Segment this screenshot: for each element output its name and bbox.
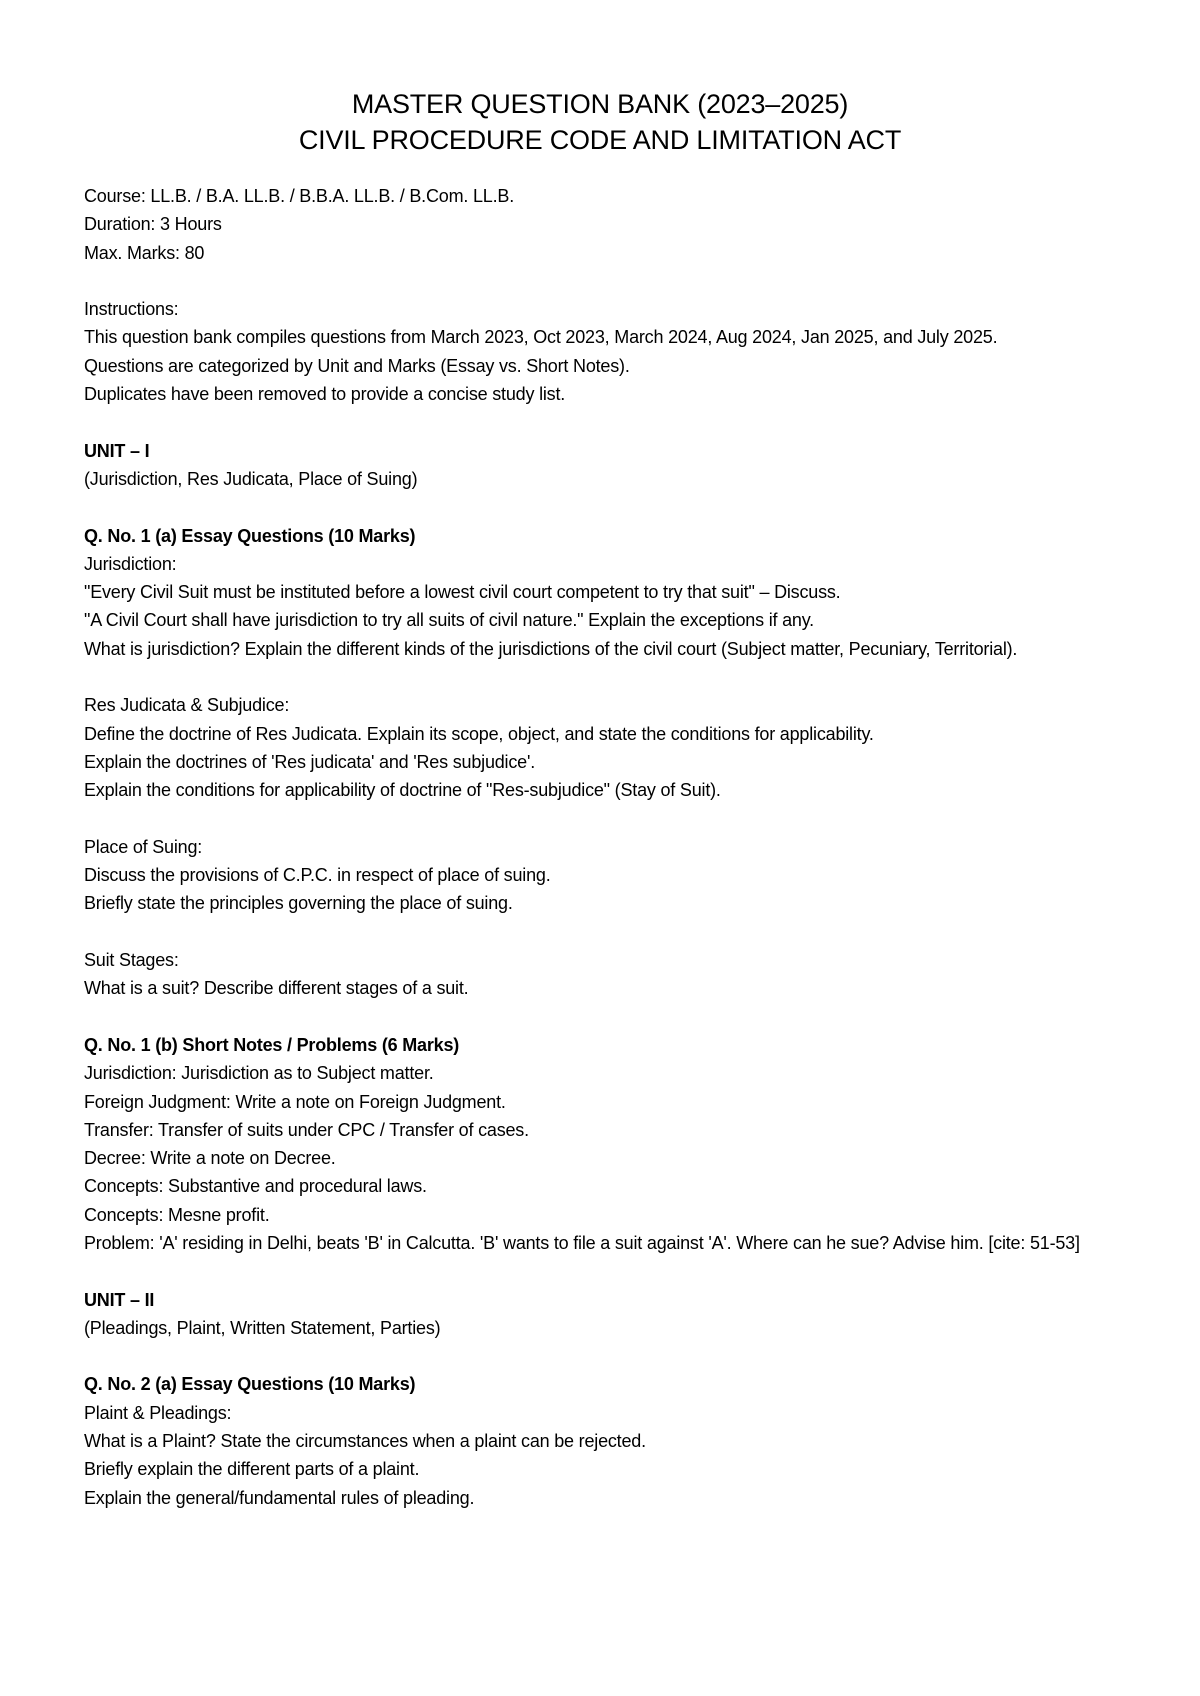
short-note-item: Concepts: Substantive and procedural laws. — [84, 1176, 427, 1197]
max-marks-line: Max. Marks: 80 — [84, 242, 205, 263]
question-item: Explain the general/fundamental rules of pleading. — [84, 1487, 475, 1508]
instruction-line: Duplicates have been removed to provide a concise study list. — [84, 384, 566, 405]
topic-label-place-of-suing: Place of Suing: — [84, 836, 203, 857]
short-note-item: Transfer: Transfer of suits under CPC / Transfer of cases. — [84, 1119, 529, 1140]
topic-label-res-judicata: Res Judicata & Subjudice: — [84, 695, 290, 716]
question-item: Explain the conditions for applicability of doctrine of "Res-subjudice" (Stay of Suit). — [84, 780, 721, 801]
unit1-topics: (Jurisdiction, Res Judicata, Place of Suing) — [84, 468, 418, 489]
q2a-heading: Q. No. 2 (a) Essay Questions (10 Marks) — [84, 1374, 416, 1395]
short-note-item: Problem: 'A' residing in Delhi, beats 'B' in Calcutta. 'B' wants to file a suit against 'A'. Where can he sue? Advise him. [cite: 51-53] — [84, 1232, 1080, 1253]
question-item: "A Civil Court shall have jurisdiction to try all suits of civil nature." Explain the exceptions if any. — [84, 610, 814, 631]
topic-label-suit-stages: Suit Stages: — [84, 950, 179, 971]
document-body — [84, 182, 1134, 1512]
question-item: Discuss the provisions of C.P.C. in respect of place of suing. — [84, 865, 551, 886]
question-item: Briefly explain the different parts of a plaint. — [84, 1459, 420, 1480]
q1b-heading: Q. No. 1 (b) Short Notes / Problems (6 Marks) — [84, 1034, 460, 1055]
question-item: What is a suit? Describe different stages of a suit. — [84, 978, 469, 999]
short-note-item: Concepts: Mesne profit. — [84, 1204, 270, 1225]
short-note-item: Jurisdiction: Jurisdiction as to Subject matter. — [84, 1063, 434, 1084]
topic-label-plaint: Plaint & Pleadings: — [84, 1402, 232, 1423]
instruction-line: This question bank compiles questions from March 2023, Oct 2023, March 2024, Aug 2024, Jan 2025, and July 2025. — [84, 327, 998, 348]
topic-label-jurisdiction: Jurisdiction: — [84, 553, 177, 574]
unit2-heading: UNIT – II — [84, 1289, 155, 1310]
unit1-heading: UNIT – I — [84, 440, 150, 461]
instructions-heading: Instructions: — [84, 299, 179, 320]
short-note-item: Foreign Judgment: Write a note on Foreign Judgment. — [84, 1091, 506, 1112]
question-item: "Every Civil Suit must be instituted before a lowest civil court competent to try that suit" – Discuss. — [84, 582, 841, 603]
instruction-line: Questions are categorized by Unit and Marks (Essay vs. Short Notes). — [84, 355, 630, 376]
question-item: Explain the doctrines of 'Res judicata' and 'Res subjudice'. — [84, 751, 536, 772]
question-item: What is a Plaint? State the circumstances when a plaint can be rejected. — [84, 1431, 646, 1452]
question-item: Briefly state the principles governing the place of suing. — [84, 893, 513, 914]
q1a-heading: Q. No. 1 (a) Essay Questions (10 Marks) — [84, 525, 416, 546]
unit2-topics: (Pleadings, Plaint, Written Statement, Parties) — [84, 1317, 441, 1338]
document-title-line1: MASTER QUESTION BANK (2023–2025) — [351, 89, 849, 119]
course-line: Course: LL.B. / B.A. LL.B. / B.B.A. LL.B. / B.Com. LL.B. — [84, 186, 515, 206]
duration-line: Duration: 3 Hours — [84, 214, 222, 235]
short-note-item: Decree: Write a note on Decree. — [84, 1148, 336, 1169]
question-item: What is jurisdiction? Explain the different kinds of the jurisdictions of the civil court (Subject matter, Pecuniary, Territorial). — [84, 638, 1018, 659]
question-item: Define the doctrine of Res Judicata. Explain its scope, object, and state the conditions for applicability. — [84, 723, 874, 744]
document-title-line2: CIVIL PROCEDURE CODE AND LIMITATION ACT — [298, 125, 902, 155]
